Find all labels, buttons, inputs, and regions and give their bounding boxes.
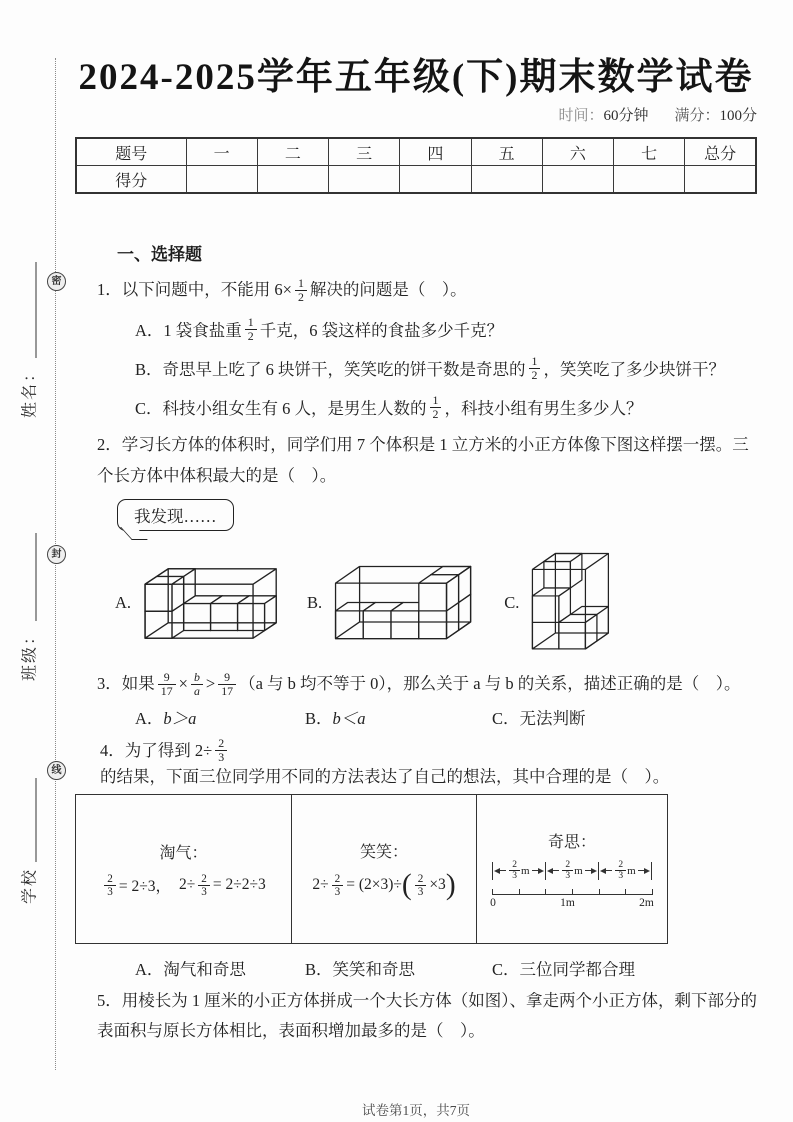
q3-options [75, 705, 757, 729]
page-title: 2024-2025学年五年级(下)期末数学试卷 [78, 57, 754, 98]
qisi-arrow-diagram [492, 859, 652, 882]
q4-stem-text: 4．为了得到 2÷ [100, 740, 213, 760]
big-paren-close: ) [445, 869, 456, 902]
big-paren-open: ( [401, 869, 412, 902]
q3-stem-text: 3．如果 [97, 674, 155, 694]
fraction: $\frac{1}{2}$ [529, 355, 541, 382]
qisi-ruler-labels: 0 1m 2m [490, 896, 654, 909]
score-row-label: 得分 [76, 166, 186, 194]
fraction: $\frac{2}{3}$ [615, 860, 626, 882]
xiaoxiao-name: 笑笑： [359, 844, 408, 862]
speech-bubble: 我发现…… [117, 499, 234, 531]
page-footer: 试卷第1页，共7页 [362, 1102, 470, 1118]
q1-option-a-text: A．1 袋食盐重 [135, 321, 242, 341]
cuboid-figure-b [330, 559, 478, 647]
score-header-cell: 一 [186, 138, 257, 166]
seal-stamp-feng: 封 [47, 545, 66, 564]
school-blank-line [20, 778, 37, 862]
seal-stamp-xian: 线 [47, 761, 66, 780]
arrow-segment: $\frac{2}{3}$ m [546, 862, 599, 880]
fraction: $\frac{9}{17}$ [218, 671, 236, 698]
section-heading: 一、选择题 [117, 245, 202, 265]
q1-option-c-text: C．科技小组女生有 6 人，是男生人数的 [135, 399, 427, 419]
q1-option-a-text: 千克，6 袋这样的食盐多少千克？ [259, 321, 504, 341]
figure-a-label: A. [115, 593, 132, 613]
taoqi-cell [76, 794, 292, 943]
q1-option-b-text: B．奇思早上吃了 6 块饼干，笑笑吃的饼干数是奇思的 [135, 360, 526, 380]
fraction: $\frac{b}{a}$ [191, 671, 203, 698]
score-header-cell: 六 [542, 138, 613, 166]
name-blank-line [20, 262, 37, 358]
main-content [75, 0, 757, 1119]
score-input-cell [471, 166, 542, 194]
q2-bubble-wrap [75, 499, 757, 531]
fraction: $\frac{9}{17}$ [158, 671, 176, 698]
arrow-segment: $\frac{2}{3}$ m [599, 862, 652, 880]
score-header-cell: 题号 [76, 138, 186, 166]
q1-option-b-text: ，笑笑吃了多少块饼干？ [543, 360, 725, 380]
q2-stem-line2: 个长方体中体积最大的是（ ）。 [97, 465, 337, 485]
q4-option-a: A．淘气和奇思 [135, 959, 246, 979]
q2-stem [75, 430, 757, 491]
full-score-label: 满分： [674, 108, 720, 125]
q1-stem-text: 1．以下问题中，不能用 6× [97, 280, 292, 300]
fraction: $\frac{2}{3}$ [415, 873, 427, 899]
score-input-cell [400, 166, 471, 194]
xiaoxiao-math: 2÷ $\frac{2}{3}$ = (2×3)÷ ( $\frac{2}{3}$ ×3 ) [312, 869, 456, 902]
score-input-cell [257, 166, 328, 194]
q4-option-c: C．三位同学都合理 [492, 959, 636, 979]
score-header-cell: 二 [257, 138, 328, 166]
q3-stem-text: （a 与 b 均不等于 0），那么关于 a 与 b 的关系，描述正确的是（ ）。 [239, 674, 741, 694]
q2-stem-line1: 2．学习长方体的体积时，同学们用 7 个体积是 1 立方米的小正方体像下图这样摆一摆。三 [97, 435, 749, 455]
time-value: 60分钟 [603, 108, 649, 125]
exam-meta [75, 104, 757, 125]
score-value-row [76, 166, 756, 194]
q1-option-c [75, 390, 757, 424]
fraction: $\frac{1}{2}$ [245, 316, 257, 343]
q3-stem [75, 667, 757, 701]
fraction: $\frac{2}{3}$ [198, 873, 210, 899]
operator: > [205, 674, 216, 694]
q2-figures [75, 547, 757, 659]
score-input-cell [329, 166, 400, 194]
fraction: $\frac{2}{3}$ [104, 873, 116, 899]
score-header-row [76, 138, 756, 166]
class-blank-line [20, 533, 37, 621]
name-label: 姓名： [21, 363, 39, 419]
fraction: $\frac{2}{3}$ [509, 860, 520, 882]
figure-b-label: B. [307, 593, 323, 613]
q4-options [75, 956, 757, 980]
q1-option-a [75, 312, 757, 346]
cuboid-figure-a [139, 563, 289, 644]
q4-option-b: B．笑笑和奇思 [305, 959, 416, 979]
q4-stem-text: 的结果，下面三位同学用不同的方法表达了自己的想法，其中合理的是（ ）。 [100, 767, 670, 787]
score-input-cell [186, 166, 257, 194]
figure-c-label: C. [504, 593, 520, 613]
qisi-cell [477, 794, 668, 943]
arrow-segment: $\frac{2}{3}$ m [492, 862, 546, 880]
seal-stamp-mi: 密 [47, 272, 66, 291]
q5-stem [75, 986, 757, 1047]
q3-option-c: C．无法判断 [492, 709, 586, 729]
xiaoxiao-cell [292, 794, 477, 943]
q5-stem-line1: 5．用棱长为 1 厘米的小正方体拼成一个大长方体（如图）、拿走两个小正方体，剩下部分的 [97, 990, 757, 1010]
class-label: 班级： [21, 626, 39, 682]
fraction: $\frac{1}{2}$ [295, 277, 307, 304]
q5-stem-line2: 表面积与原长方体相比，表面积增加最多的是（ ）。 [97, 1021, 485, 1041]
score-input-cell [614, 166, 685, 194]
school-label: 学校 [21, 867, 39, 905]
qisi-ruler [492, 887, 652, 895]
score-table [75, 137, 757, 194]
score-input-cell [685, 166, 756, 194]
score-header-cell: 总分 [685, 138, 756, 166]
qisi-name: 奇思： [547, 833, 596, 851]
q1-option-b [75, 351, 757, 385]
seal-dashed-line [55, 58, 56, 1070]
full-score-value: 100分 [719, 108, 757, 125]
fraction: $\frac{2}{3}$ [215, 737, 227, 764]
operator: × [178, 674, 188, 694]
score-header-cell: 七 [614, 138, 685, 166]
q3-option-b: B．b＜a [305, 709, 366, 729]
q4-stem [75, 737, 757, 790]
score-input-cell [542, 166, 613, 194]
fraction: $\frac{2}{3}$ [332, 873, 344, 899]
taoqi-name: 淘气： [159, 844, 208, 862]
q1-option-c-text: ，科技小组有男生多少人？ [444, 399, 643, 419]
score-header-cell: 五 [471, 138, 542, 166]
cuboid-figure-c [527, 550, 620, 656]
q4-methods-table [75, 794, 668, 944]
taoqi-math: $\frac{2}{3}$ = 2÷3， 2÷ $\frac{2}{3}$ = 2÷2÷3 [82, 873, 285, 899]
fraction: $\frac{2}{3}$ [562, 860, 573, 882]
q1-stem-text: 解决的问题是（ ）。 [309, 280, 467, 300]
q3-option-a: A．b＞a [135, 709, 197, 729]
score-header-cell: 四 [400, 138, 471, 166]
score-header-cell: 三 [329, 138, 400, 166]
time-label: 时间： [558, 108, 604, 125]
fraction: $\frac{1}{2}$ [430, 394, 442, 421]
q1-stem [75, 273, 757, 307]
